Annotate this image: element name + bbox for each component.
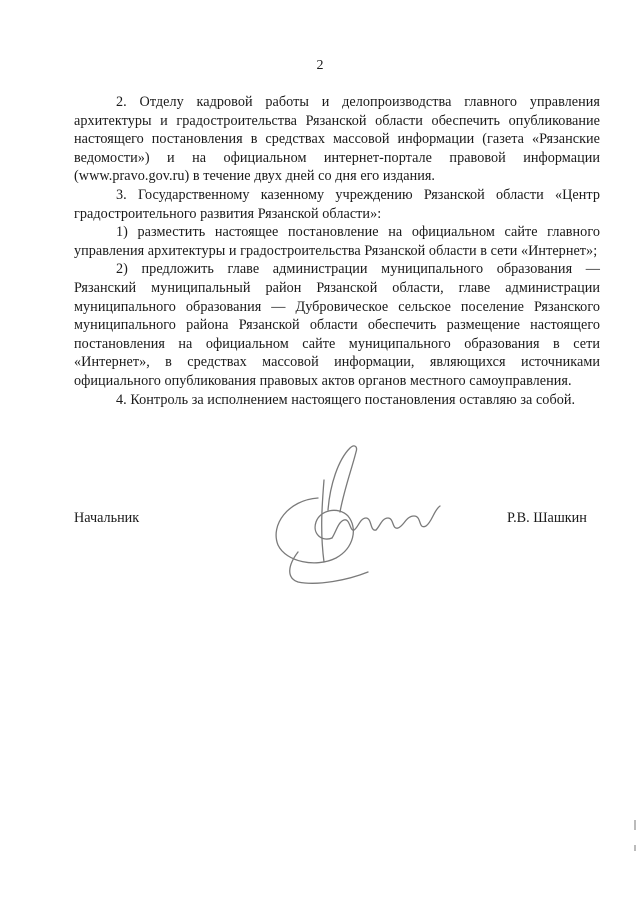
scan-artifact	[634, 820, 636, 830]
paragraph-subitem-1: 1) разместить настоящее постановление на официальном сайте главного управления архитектуры и градостроительства Рязанской области в сети «Интернет»;	[74, 224, 600, 259]
paragraph-item-4: 4. Контроль за исполнением настоящего постановления оставляю за собой.	[116, 391, 576, 408]
signatory-name: Р.В. Шашкин	[507, 510, 587, 526]
paragraph-item-3: 3. Государственному казенному учреждению Рязанской области «Центр градостроительного развития Рязанской области»:	[74, 186, 600, 222]
paragraph-item-2: 2. Отделу кадровой работы и делопроизводства главного управления архитектуры и градостроительства Рязанской области обеспечить опубликование настоящего постановления в средствах массовой информации (газета «Рязанские ведомости») и на официальном интернет-портале правовой информации (www.pravo.gov.ru) в течение двух дней со дня его издания.	[74, 94, 600, 185]
signatory-title: Начальник	[74, 510, 140, 526]
paragraph-subitem-2: 2) предложить главе администрации муниципального образования — Рязанский муниципальный район Рязанской области, главе администрации муниципального образования — Дубровическое сельское поселение Рязанского муниципального района Рязанской области обеспечить размещение настоящего постановления на официальном сайте муниципального образования в сети «Интернет», в средствах массовой информации, являющихся источниками официального опубликования правовых актов органов местного самоуправления.	[74, 261, 600, 389]
document-body	[74, 93, 600, 409]
scan-artifact	[634, 845, 636, 851]
handwritten-signature	[258, 440, 458, 585]
page-number: 2	[316, 58, 324, 73]
